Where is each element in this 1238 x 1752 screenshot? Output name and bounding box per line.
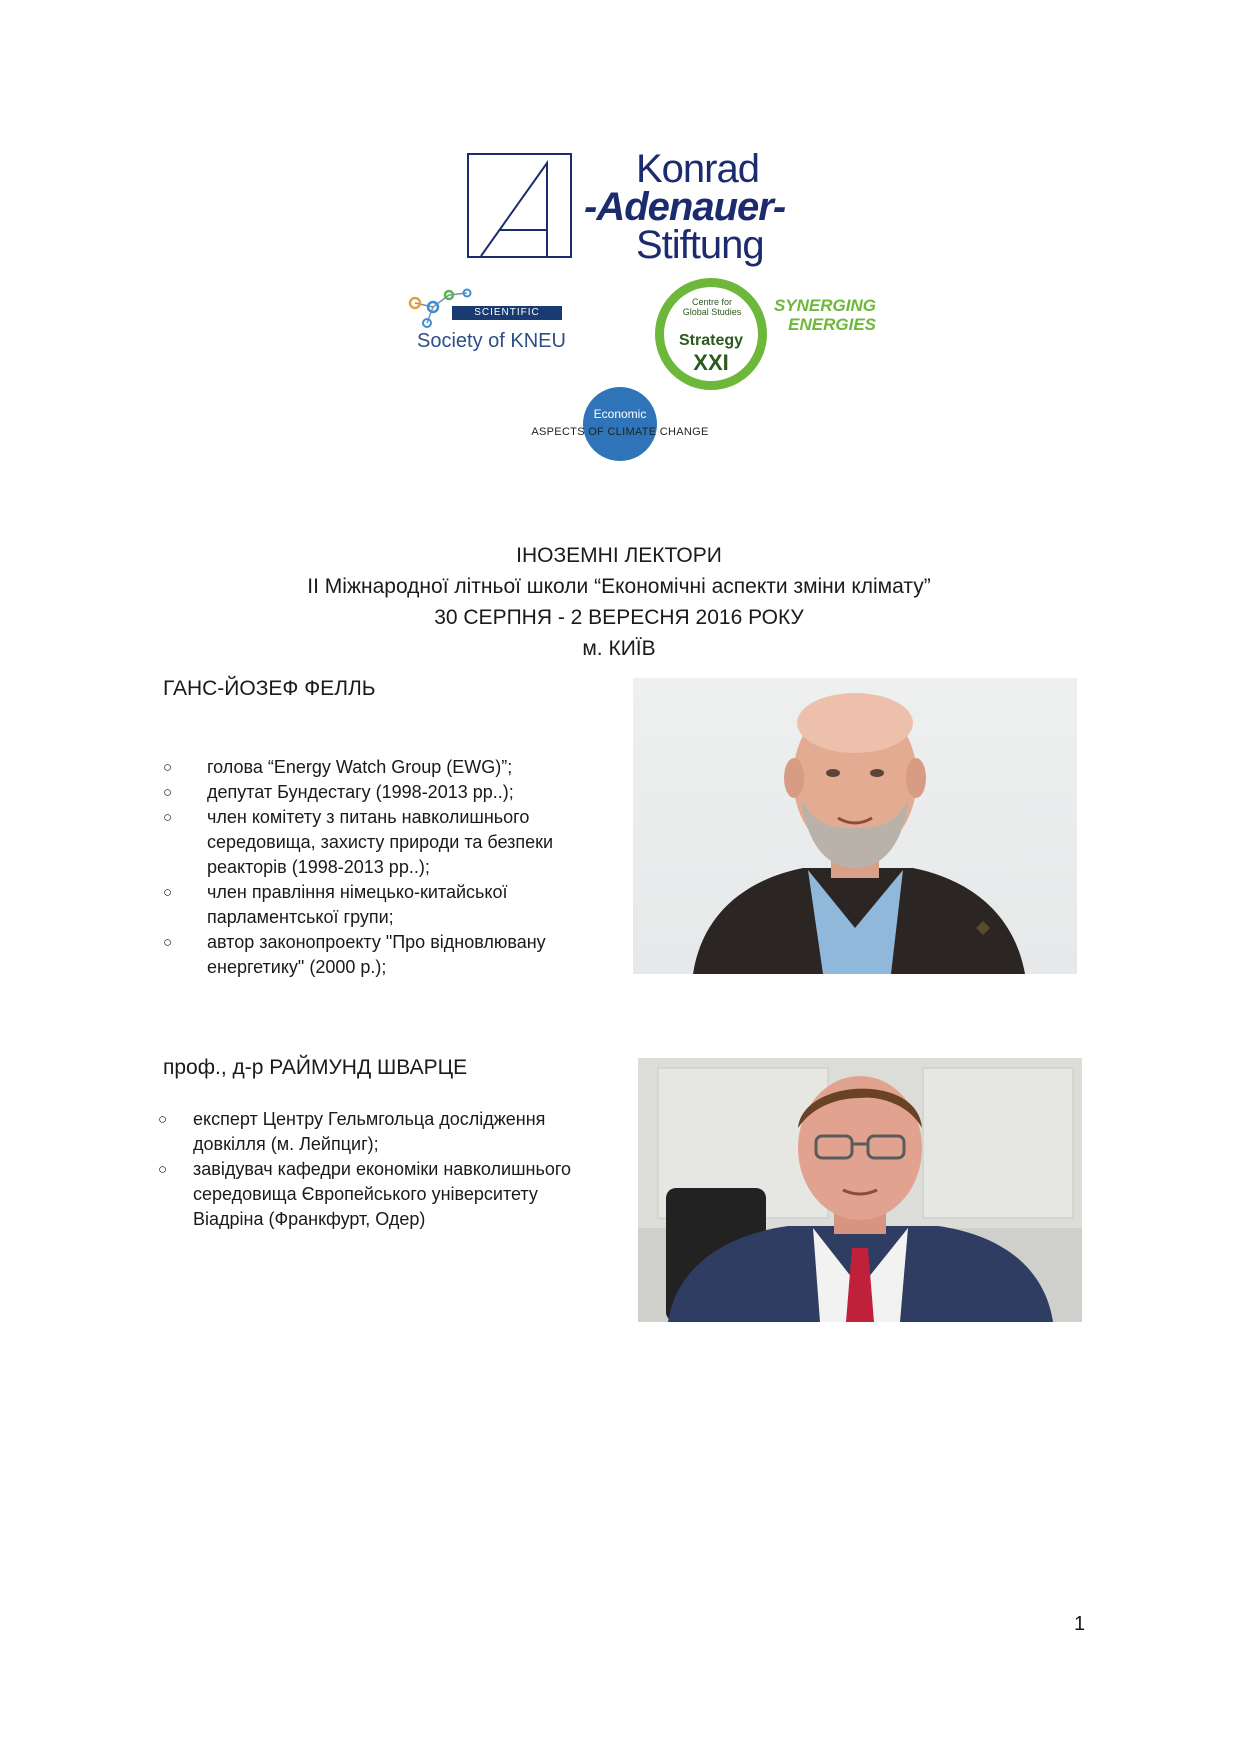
list-item: ○ член комітету з питань навколишнього середовища, захисту природи та безпеки реакторів (1998-2013 рр..); <box>163 807 554 877</box>
bullet-circle-icon: ○ <box>163 784 173 801</box>
kas-line-1: Konrad <box>636 147 759 191</box>
kas-a-glyph <box>469 155 570 256</box>
kas-line-2: -Adenauer- <box>584 185 786 229</box>
bullet-circle-icon: ○ <box>158 1111 168 1128</box>
list-item: ○ експерт Центру Гельмгольца дослідження довкілля (м. Лейпциг); <box>158 1109 546 1154</box>
heading-line-1: ІНОЗЕМНІ ЛЕКТОРИ <box>516 544 722 567</box>
lecturer-1-list <box>163 755 627 980</box>
strategy-word: Strategy <box>678 332 744 349</box>
scientific-society-name: Society of KNEU <box>417 330 566 352</box>
lecturer-1-photo <box>633 678 1077 974</box>
bullet-circle-icon: ○ <box>163 934 173 951</box>
kas-line-3: Stiftung <box>636 223 764 267</box>
heading-line-2: ІІ Міжнародної літньої школи “Економічні аспекти зміни клімату” <box>307 575 931 598</box>
kas-logo-mark <box>467 153 572 258</box>
list-item: ○ автор законопроекту "Про відновлювану енергетику" (2000 р.); <box>163 932 546 977</box>
strategy-roman: XXI <box>693 350 729 375</box>
bullet-circle-icon: ○ <box>163 759 173 776</box>
bullet-circle-icon: ○ <box>158 1161 168 1178</box>
aspects-of-climate-change: ASPECTS OF CLIMATE CHANGE <box>531 426 709 438</box>
list-item: ○ депутат Бундестагу (1998-2013 рр..); <box>207 780 627 805</box>
heading-line-4: м. КИЇВ <box>582 637 656 660</box>
heading-line-3: 30 СЕРПНЯ - 2 ВЕРЕСНЯ 2016 РОКУ <box>434 606 804 629</box>
economic-word: Economic <box>593 407 647 421</box>
list-item: ○ член правління німецько-китайської парламентської групи; <box>163 882 508 927</box>
tagline-line-1: SYNERGING <box>773 296 876 315</box>
list-item: ○ завідувач кафедри економіки навколишнього середовища Європейського університету Віадріна (Франкфурт, Одер) <box>158 1159 572 1229</box>
economic-aspects-circle <box>583 387 657 461</box>
page-number: 1 <box>1074 1613 1086 1635</box>
scientific-band: SCIENTIFIC <box>452 306 562 320</box>
bullet-circle-icon: ○ <box>163 809 173 826</box>
document-heading <box>200 540 1038 664</box>
kas-logo-text <box>584 147 786 267</box>
strategy-centre-label: Centre for Global Studies <box>682 297 742 317</box>
lecturer-1-name: ГАНС-ЙОЗЕФ ФЕЛЛЬ <box>163 677 376 700</box>
bullet-circle-icon: ○ <box>163 884 173 901</box>
lecturer-2-name: проф., д-р РАЙМУНД ШВАРЦЕ <box>163 1056 468 1079</box>
lecturer-2-list <box>158 1107 613 1232</box>
tagline-line-2: ENERGIES <box>788 315 876 334</box>
list-item: ○ голова “Energy Watch Group (EWG)”; <box>207 755 627 780</box>
lecturer-2-photo <box>638 1058 1082 1322</box>
synerging-energies-tagline <box>766 296 876 334</box>
